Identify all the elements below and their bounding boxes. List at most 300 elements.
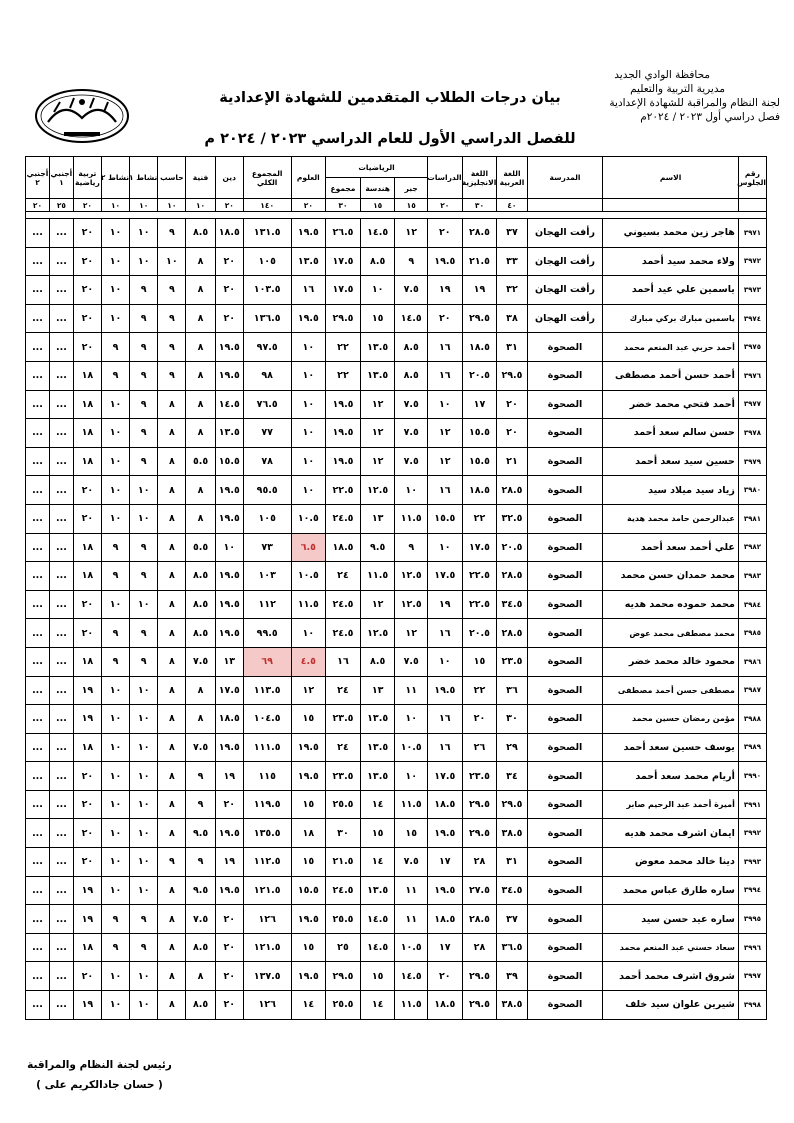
col-religion: دين [215,157,243,199]
cell-school: الصحوة [527,590,603,619]
cell-geometry: ١٢ [360,447,395,476]
cell-seat: ٣٩٧٥ [738,333,766,362]
cell-foreign2: ... [26,590,50,619]
col-activity1: نشاط ١ [130,157,158,199]
cell-name: أميرة أحمد عبد الرحيم صابر [603,790,738,819]
cell-geometry: ١١.٥ [360,562,395,591]
cell-activity2: ١٠ [101,991,129,1020]
cell-geometry: ١٤ [360,991,395,1020]
cell-arabic: ٣٩ [497,962,527,991]
cell-sports: ١٨ [73,533,101,562]
cell-geometry: ١٠ [360,276,395,305]
cell-religion: ١٩.٥ [215,590,243,619]
cell-sports: ٢٠ [73,247,101,276]
cell-social: ١٠ [427,647,462,676]
cell-foreign2: ... [26,790,50,819]
cell-algebra: ١١ [395,676,428,705]
cell-science: ١٩.٥ [291,219,326,248]
table-row [26,247,767,276]
cell-art: ٥.٥ [186,447,215,476]
cell-seat: ٣٩٩٤ [738,876,766,905]
cell-religion: ٢٠ [215,247,243,276]
grades-table [25,156,767,1020]
signature-title: رئيس لجنة النظام والمراقبة [27,1059,172,1071]
cell-total: ١٢١.٥ [243,933,291,962]
cell-total: ١٠٤.٥ [243,705,291,734]
cell-foreign2: ... [26,905,50,934]
cell-sports: ٢٠ [73,504,101,533]
cell-total: ١٢٦ [243,905,291,934]
cell-activity1: ١٠ [130,247,158,276]
cell-foreign1: ... [49,504,73,533]
cell-arabic: ٣٦.٥ [497,933,527,962]
cell-foreign2: ... [26,447,50,476]
col-algebra: جبر [395,178,428,199]
cell-science: ٦.٥ [291,533,326,562]
cell-foreign1: ... [49,762,73,791]
cell-arabic: ٣٧ [497,905,527,934]
cell-total: ١١٢ [243,590,291,619]
cell-school: الصحوة [527,533,603,562]
cell-foreign1: ... [49,419,73,448]
cell-foreign2: ... [26,419,50,448]
cell-algebra: ١٠.٥ [395,933,428,962]
cell-school: الصحوة [527,476,603,505]
cell-english: ٢٩.٥ [462,991,497,1020]
cell-total: ٧٨ [243,447,291,476]
cell-activity1: ١٠ [130,590,158,619]
cell-math-total: ٢٤.٥ [326,504,361,533]
cell-activity2: ٩ [101,361,129,390]
cell-school: رأفت الهجان [527,304,603,333]
cell-seat: ٣٩٧٢ [738,247,766,276]
col-math-total: مجموع [326,178,361,199]
term-label: فصل دراسي أول ٢٠٢٣ / ٢٠٢٤م [640,111,780,123]
cell-foreign1: ... [49,876,73,905]
cell-name: عبدالرحمن حامد محمد هدية [603,504,738,533]
cell-science: ١٩.٥ [291,905,326,934]
cell-english: ٢٦ [462,733,497,762]
cell-sports: ٢٠ [73,848,101,877]
cell-algebra: ١٤.٥ [395,304,428,333]
max-score-cell: ٣٠ [462,199,497,212]
cell-sports: ٢٠ [73,476,101,505]
cell-geometry: ١٤.٥ [360,905,395,934]
cell-algebra: ١٥ [395,819,428,848]
cell-sports: ١٨ [73,390,101,419]
cell-name: ايمان اشرف محمد هديه [603,819,738,848]
cell-school: الصحوة [527,962,603,991]
cell-math-total: ٢٩.٥ [326,962,361,991]
max-score-cell [603,199,738,212]
cell-art: ٩.٥ [186,819,215,848]
cell-geometry: ١٥ [360,304,395,333]
cell-science: ١٥ [291,848,326,877]
col-social: الدراسات [427,157,462,199]
cell-science: ١٥ [291,705,326,734]
cell-computer: ٨ [158,533,186,562]
cell-school: الصحوة [527,991,603,1020]
cell-school: الصحوة [527,762,603,791]
max-score-cell: ٣٠ [326,199,361,212]
cell-sports: ٢٠ [73,962,101,991]
cell-name: ياسمين علي عيد أحمد [603,276,738,305]
cell-seat: ٣٩٨٣ [738,562,766,591]
cell-math-total: ٣٠ [326,819,361,848]
cell-computer: ١٠ [158,247,186,276]
signature-name: ( حسان جادالكريم على ) [36,1079,163,1091]
cell-activity1: ١٠ [130,790,158,819]
cell-arabic: ٢٩.٥ [497,361,527,390]
cell-activity1: ٩ [130,419,158,448]
cell-seat: ٣٩٧٣ [738,276,766,305]
table-row [26,819,767,848]
cell-total: ٦٩ [243,647,291,676]
cell-total: ١١٣.٥ [243,676,291,705]
cell-art: ٨ [186,390,215,419]
cell-school: الصحوة [527,562,603,591]
cell-science: ٤.٥ [291,647,326,676]
max-score-cell: ١٥ [360,199,395,212]
cell-art: ٧.٥ [186,905,215,934]
table-row [26,276,767,305]
table-row [26,304,767,333]
cell-science: ١١.٥ [291,590,326,619]
cell-arabic: ٣٤ [497,762,527,791]
cell-computer: ٨ [158,419,186,448]
table-row [26,533,767,562]
cell-name: أحمد حسن أحمد مصطفى [603,361,738,390]
cell-science: ١٥ [291,933,326,962]
cell-science: ١٠.٥ [291,504,326,533]
cell-art: ٨ [186,504,215,533]
cell-sports: ١٨ [73,361,101,390]
cell-geometry: ١٣.٥ [360,876,395,905]
cell-activity1: ٩ [130,390,158,419]
max-score-cell: ٢٠ [291,199,326,212]
cell-math-total: ٢٩.٥ [326,304,361,333]
cell-social: ١٧.٥ [427,762,462,791]
cell-science: ١٠ [291,619,326,648]
cell-computer: ٨ [158,705,186,734]
cell-seat: ٣٩٨٤ [738,590,766,619]
cell-sports: ٢٠ [73,304,101,333]
cell-art: ٨ [186,361,215,390]
cell-activity2: ١٠ [101,962,129,991]
col-arabic: اللغة العربية [497,157,527,199]
cell-social: ١٩.٥ [427,247,462,276]
cell-religion: ١٨.٥ [215,219,243,248]
table-row [26,590,767,619]
cell-english: ٢٢.٥ [462,590,497,619]
cell-science: ١٩.٥ [291,733,326,762]
cell-activity2: ١٠ [101,733,129,762]
cell-science: ١٩.٥ [291,962,326,991]
cell-arabic: ٣٢ [497,276,527,305]
max-score-cell: ٢٠ [215,199,243,212]
cell-sports: ١٨ [73,733,101,762]
cell-science: ١٦ [291,276,326,305]
cell-social: ١٩.٥ [427,819,462,848]
col-art: فنية [186,157,215,199]
col-foreign1: أجنبي ١ [49,157,73,199]
max-score-cell: ١٠ [130,199,158,212]
cell-social: ١٦ [427,333,462,362]
cell-geometry: ١٢ [360,390,395,419]
cell-name: مصطفى حسن أحمد مصطفى [603,676,738,705]
max-score-cell: ١٥ [395,199,428,212]
cell-geometry: ١٢.٥ [360,619,395,648]
cell-social: ١٩ [427,590,462,619]
table-row [26,991,767,1020]
cell-activity2: ٩ [101,619,129,648]
cell-math-total: ٢٥.٥ [326,991,361,1020]
cell-computer: ٨ [158,390,186,419]
cell-algebra: ٧.٥ [395,276,428,305]
table-row [26,333,767,362]
cell-seat: ٣٩٩٣ [738,848,766,877]
cell-religion: ١٩.٥ [215,819,243,848]
cell-religion: ١٠ [215,533,243,562]
cell-science: ١٨ [291,819,326,848]
cell-activity1: ١٠ [130,876,158,905]
cell-foreign2: ... [26,762,50,791]
cell-activity1: ٩ [130,562,158,591]
cell-sports: ١٨ [73,419,101,448]
cell-total: ١٠٥ [243,247,291,276]
table-row [26,905,767,934]
cell-foreign1: ... [49,819,73,848]
cell-science: ١٠ [291,333,326,362]
table-row [26,219,767,248]
col-activity2: نشاط ٢ [101,157,129,199]
directorate-name: مديرية التربية والتعليم [630,83,725,95]
cell-algebra: ١٢ [395,219,428,248]
cell-algebra: ١١ [395,905,428,934]
cell-total: ١٠٣ [243,562,291,591]
cell-computer: ٨ [158,991,186,1020]
cell-math-total: ٢٢ [326,333,361,362]
cell-activity1: ١٠ [130,848,158,877]
cell-art: ٨.٥ [186,991,215,1020]
cell-religion: ١٩ [215,762,243,791]
cell-total: ١١٢.٥ [243,848,291,877]
cell-activity1: ٩ [130,933,158,962]
cell-science: ١٠ [291,476,326,505]
cell-activity1: ١٠ [130,476,158,505]
cell-science: ١٠ [291,447,326,476]
cell-activity2: ١٠ [101,476,129,505]
cell-english: ١٩ [462,276,497,305]
cell-foreign1: ... [49,676,73,705]
cell-english: ١٥.٥ [462,447,497,476]
cell-seat: ٣٩٧٦ [738,361,766,390]
cell-arabic: ٣٨.٥ [497,819,527,848]
cell-school: رأفت الهجان [527,219,603,248]
cell-geometry: ١٤ [360,848,395,877]
cell-english: ٢٩.٥ [462,790,497,819]
cell-geometry: ١٣.٥ [360,733,395,762]
cell-social: ١٢ [427,447,462,476]
cell-arabic: ٢٠.٥ [497,533,527,562]
table-row [26,562,767,591]
cell-geometry: ١٤ [360,790,395,819]
cell-sports: ١٩ [73,905,101,934]
cell-total: ١١٥ [243,762,291,791]
cell-arabic: ٢١ [497,447,527,476]
cell-math-total: ٢٤.٥ [326,619,361,648]
cell-arabic: ٢٩ [497,733,527,762]
cell-foreign2: ... [26,504,50,533]
cell-foreign1: ... [49,962,73,991]
cell-math-total: ٢٤.٥ [326,876,361,905]
cell-religion: ١٤.٥ [215,390,243,419]
cell-religion: ١٩.٥ [215,504,243,533]
cell-foreign2: ... [26,247,50,276]
cell-foreign1: ... [49,848,73,877]
cell-social: ١٩.٥ [427,876,462,905]
cell-art: ٩.٥ [186,876,215,905]
cell-school: الصحوة [527,390,603,419]
cell-name: يوسف حسين سعد أحمد [603,733,738,762]
cell-foreign1: ... [49,790,73,819]
cell-total: ١٢٦ [243,991,291,1020]
cell-foreign1: ... [49,361,73,390]
cell-math-total: ١٨.٥ [326,533,361,562]
cell-religion: ١٩.٥ [215,562,243,591]
table-row [26,361,767,390]
cell-seat: ٣٩٩٦ [738,933,766,962]
cell-school: الصحوة [527,933,603,962]
cell-activity1: ٩ [130,276,158,305]
cell-art: ٨ [186,705,215,734]
cell-activity2: ١٠ [101,790,129,819]
table-row [26,447,767,476]
cell-foreign1: ... [49,991,73,1020]
cell-art: ٨ [186,247,215,276]
cell-algebra: ١٠ [395,705,428,734]
cell-arabic: ٢٨.٥ [497,619,527,648]
cell-total: ٧٧ [243,419,291,448]
cell-activity1: ١٠ [130,219,158,248]
cell-name: حسين سيد سعد أحمد [603,447,738,476]
cell-religion: ٢٠ [215,991,243,1020]
cell-algebra: ١٠.٥ [395,733,428,762]
cell-school: الصحوة [527,733,603,762]
cell-art: ٨ [186,333,215,362]
cell-religion: ١٣.٥ [215,419,243,448]
cell-activity2: ٩ [101,562,129,591]
cell-activity1: ٩ [130,361,158,390]
cell-activity1: ١٠ [130,676,158,705]
cell-art: ٨.٥ [186,562,215,591]
cell-computer: ٨ [158,962,186,991]
cell-arabic: ٣٣ [497,247,527,276]
cell-english: ١٨.٥ [462,333,497,362]
cell-sports: ٢٠ [73,619,101,648]
cell-algebra: ١٢.٥ [395,562,428,591]
cell-social: ١٠ [427,390,462,419]
cell-religion: ١٨.٥ [215,705,243,734]
cell-algebra: ٩ [395,533,428,562]
cell-total: ١١١.٥ [243,733,291,762]
cell-sports: ١٨ [73,447,101,476]
max-score-cell: ١٤٠ [243,199,291,212]
cell-foreign1: ... [49,333,73,362]
cell-geometry: ١٢ [360,590,395,619]
cell-math-total: ١٩.٥ [326,447,361,476]
cell-activity2: ١٠ [101,419,129,448]
cell-total: ٧٣ [243,533,291,562]
cell-activity2: ١٠ [101,304,129,333]
cell-religion: ٢٠ [215,276,243,305]
cell-english: ٢٨ [462,848,497,877]
cell-art: ٨ [186,676,215,705]
cell-foreign2: ... [26,647,50,676]
cell-math-total: ٢١.٥ [326,848,361,877]
cell-foreign2: ... [26,619,50,648]
cell-algebra: ٨.٥ [395,361,428,390]
cell-arabic: ٢٣.٥ [497,647,527,676]
cell-arabic: ٣٧ [497,219,527,248]
cell-religion: ١٩.٥ [215,876,243,905]
cell-name: سعاد حسني عبد المنعم محمد [603,933,738,962]
cell-activity2: ١٠ [101,276,129,305]
cell-algebra: ١١ [395,876,428,905]
committee-name: لجنة النظام والمراقبة للشهادة الإعدادية [609,97,780,109]
cell-name: مؤمن رمضان حسين محمد [603,705,738,734]
cell-religion: ٢٠ [215,962,243,991]
cell-foreign1: ... [49,276,73,305]
cell-activity2: ٩ [101,333,129,362]
max-score-cell [738,199,766,212]
cell-name: هاجر زين محمد بسيوني [603,219,738,248]
cell-foreign2: ... [26,333,50,362]
cell-algebra: ٧.٥ [395,447,428,476]
cell-arabic: ٣٠ [497,705,527,734]
cell-total: ١٣١.٥ [243,219,291,248]
cell-sports: ١٩ [73,676,101,705]
cell-activity2: ١٠ [101,447,129,476]
cell-english: ٢٩.٥ [462,304,497,333]
cell-computer: ٨ [158,504,186,533]
cell-math-total: ١٧.٥ [326,247,361,276]
table-row [26,848,767,877]
cell-name: علي أحمد سعد أحمد [603,533,738,562]
cell-algebra: ١٠ [395,476,428,505]
cell-foreign1: ... [49,619,73,648]
cell-foreign1: ... [49,390,73,419]
cell-algebra: ١١.٥ [395,504,428,533]
col-foreign2: أجنبي ٢ [26,157,50,199]
cell-total: ٩٥.٥ [243,476,291,505]
cell-math-total: ٢٥.٥ [326,790,361,819]
cell-school: الصحوة [527,361,603,390]
cell-activity1: ٩ [130,447,158,476]
cell-math-total: ٢٤ [326,676,361,705]
certificate-logo [34,88,130,144]
cell-sports: ١٩ [73,876,101,905]
cell-activity1: ١٠ [130,504,158,533]
cell-religion: ١٥.٥ [215,447,243,476]
cell-art: ٩ [186,762,215,791]
cell-religion: ١٩.٥ [215,333,243,362]
cell-school: الصحوة [527,819,603,848]
cell-english: ٢٠ [462,705,497,734]
cell-algebra: ٧.٥ [395,390,428,419]
cell-arabic: ٣٨ [497,304,527,333]
cell-school: الصحوة [527,447,603,476]
